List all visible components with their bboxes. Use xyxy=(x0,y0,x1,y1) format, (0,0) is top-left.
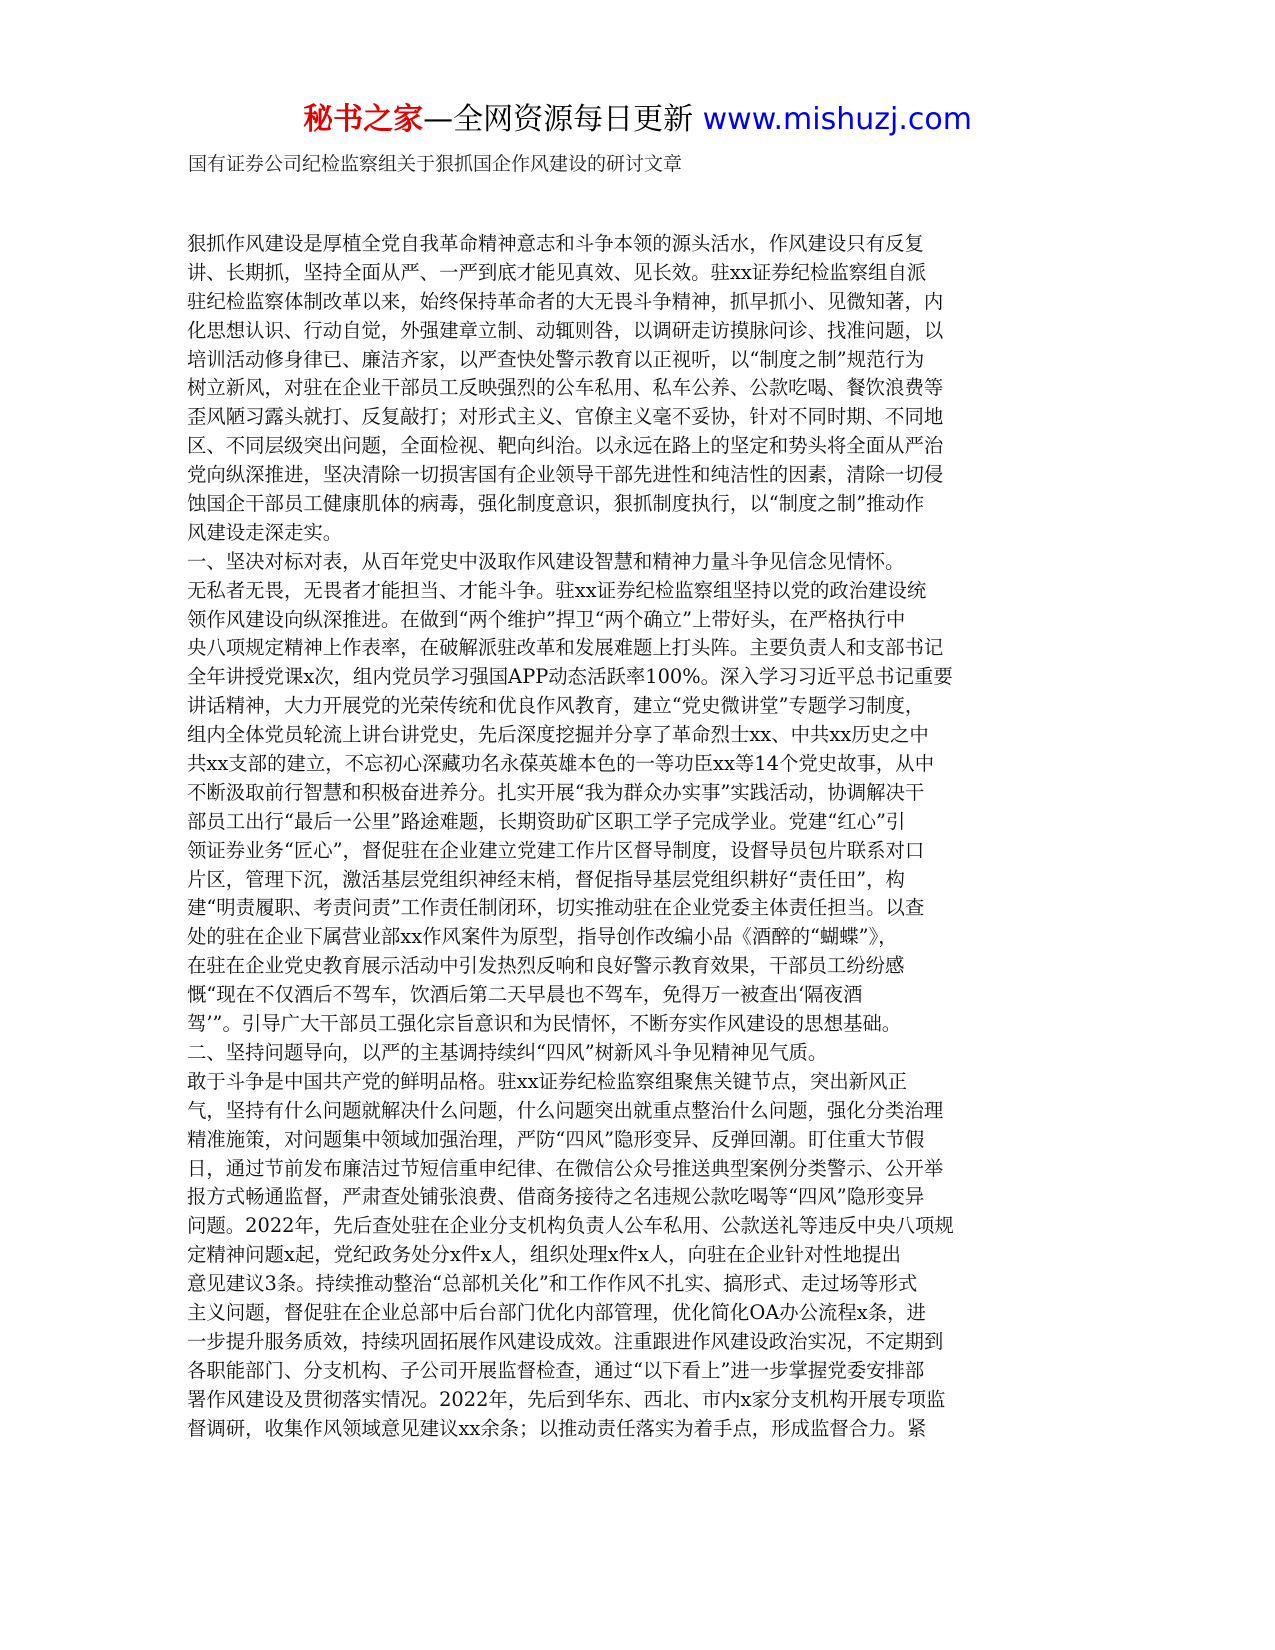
text-line: 定精神问题x起，党纪政务处分x件x人，组织处理x件x人，向驻在企业针对性地提出 xyxy=(187,1243,901,1267)
text-line: 区、不同层级突出问题，全面检视、靶向纠治。以永远在路上的坚定和势头将全面从严治 xyxy=(187,434,944,458)
text-line: 无私者无畏，无畏者才能担当、才能斗争。驻xx证券纪检监察组坚持以党的政治建设统 xyxy=(187,578,927,602)
text-line: 署作风建设及贯彻落实情况。2022年，先后到华东、西北、市内x家分支机构开展专项监 xyxy=(187,1387,946,1411)
text-line: 督调研，收集作风领域意见建议xx余条；以推动责任落实为着手点，形成监督合力。紧 xyxy=(187,1416,927,1440)
text-line: 培训活动修身律已、廉洁齐家，以严查快处警示教育以正视听，以“制度之制”规范行为 xyxy=(187,347,925,371)
text-line: 敢于斗争是中国共产党的鲜明品格。驻xx证券纪检监察组聚焦关键节点，突出新风正 xyxy=(187,1069,907,1093)
text-line: 处的驻在企业下属营业部xx作风案件为原型，指导创作改编小品《酒醉的“蝴蝶”》， xyxy=(187,925,898,949)
text-line: 领证券业务“匠心”，督促驻在企业建立党建工作片区督导制度，设督导员包片联系对口 xyxy=(187,838,925,862)
banner-tagline: —全网资源每日更新 xyxy=(423,102,703,137)
banner-brand: 秘书之家 xyxy=(303,102,424,137)
text-line: 各职能部门、分支机构、子公司开展监督检查，通过“以下看上”进一步掌握党委安排部 xyxy=(187,1358,925,1382)
text-line: 部员工出行“最后一公里”路途难题，长期资助矿区职工学子完成学业。党建“红心”引 xyxy=(187,809,906,833)
text-line: 报方式畅通监督，严肃查处铺张浪费、借商务接待之名违规公款吃喝等“四风”隐形变异 xyxy=(187,1185,925,1209)
text-line: 气，坚持有什么问题就解决什么问题，什么问题突出就重点整治什么问题，强化分类治理 xyxy=(187,1098,944,1122)
text-line: 慨“现在不仅酒后不驾车，饮酒后第二天早晨也不驾车，免得万一被查出‘隔夜酒 xyxy=(187,983,863,1007)
text-line: 风建设走深走实。 xyxy=(187,520,343,544)
text-line: 建“明责履职、考责问责”工作责任制闭环，切实推动驻在企业党委主体责任担当。以查 xyxy=(187,896,925,920)
text-line: 歪风陋习露头就打、反复敲打；对形式主义、官僚主义毫不妥协，针对不同时期、不同地 xyxy=(187,405,944,429)
text-line: 日，通过节前发布廉洁过节短信重申纪律、在微信公众号推送典型案例分类警示、公开举 xyxy=(187,1156,944,1180)
text-line: 树立新风，对驻在企业干部员工反映强烈的公车私用、私车公养、公款吃喝、餐饮浪费等 xyxy=(187,376,944,400)
document-body xyxy=(187,230,1077,1443)
banner-url-link[interactable]: www.mishuzj.com xyxy=(702,102,972,137)
text-line: 讲话精神，大力开展党的光荣传统和优良作风教育，建立“党史微讲堂”专题学习制度， xyxy=(187,694,925,718)
text-line: 党向纵深推进，坚决清除一切损害国有企业领导干部先进性和纯洁性的因素，清除一切侵 xyxy=(187,463,944,487)
text-line: 组内全体党员轮流上讲台讲党史，先后深度挖掘并分享了革命烈士xx、中共xx历史之中 xyxy=(187,723,929,747)
text-line: 蚀国企干部员工健康肌体的病毒，强化制度意识，狠抓制度执行，以“制度之制”推动作 xyxy=(187,492,925,516)
text-line: 共xx支部的建立，不忘初心深藏功名永葆英雄本色的一等功臣xx等14个党史故事，从中 xyxy=(187,752,935,776)
text-line: 问题。2022年，先后查处驻在企业分支机构负责人公车私用、公款送礼等违反中央八项规 xyxy=(187,1214,954,1238)
text-line: 不断汲取前行智慧和积极奋进养分。扎实开展“我为群众办实事”实践活动，协调解决干 xyxy=(187,780,925,804)
text-line: 一步提升服务质效，持续巩固拓展作风建设成效。注重跟进作风建设政治实况，不定期到 xyxy=(187,1329,944,1353)
text-line: 全年讲授党课x次，组内党员学习强国APP动态活跃率100%。深入学习习近平总书记重要 xyxy=(187,665,953,689)
text-line: 狠抓作风建设是厚植全党自我革命精神意志和斗争本领的源头活水，作风建设只有反复 xyxy=(187,232,924,255)
text-line: 二、坚持问题导向，以严的主基调持续纠“四风”树新风斗争见精神见气质。 xyxy=(187,1040,828,1064)
text-line: 一、坚决对标对表，从百年党史中汲取作风建设智慧和精神力量斗争见信念见情怀。 xyxy=(187,549,905,573)
text-line: 化思想认识、行动自觉，外强建章立制、动辄则咎，以调研走访摸脉问诊、找准问题，以 xyxy=(187,318,944,342)
text-line: 领作风建设向纵深推进。在做到“两个维护”捍卫“两个确立”上带好头，在严格执行中 xyxy=(187,607,906,631)
document-title: 国有证券公司纪检监察组关于狠抓国企作风建设的研讨文章 xyxy=(188,153,683,175)
text-line: 驾’”。引导广大干部员工强化宗旨意识和为民情怀，不断夯实作风建设的思想基础。 xyxy=(187,1012,902,1036)
text-line: 主义问题，督促驻在企业总部中后台部门优化内部管理，优化简化OA办公流程x条，进 xyxy=(187,1300,926,1324)
text-line: 意见建议3条。持续推动整治“总部机关化”和工作作风不扎实、搞形式、走过场等形式 xyxy=(187,1272,918,1296)
site-banner xyxy=(0,100,1275,140)
text-line: 讲、长期抓，坚持全面从严、一严到底才能见真效、见长效。驻xx证券纪检监察组自派 xyxy=(187,260,927,284)
text-line: 央八项规定精神上作表率，在破解派驻改革和发展难题上打头阵。主要负责人和支部书记 xyxy=(187,636,944,660)
text-line: 在驻在企业党史教育展示活动中引发热烈反响和良好警示教育效果，干部员工纷纷感 xyxy=(187,954,905,978)
text-line: 驻纪检监察体制改革以来，始终保持革命者的大无畏斗争精神，抓早抓小、见微知著，内 xyxy=(187,289,944,313)
text-line: 精准施策，对问题集中领域加强治理，严防“四风”隐形变异、反弹回潮。盯住重大节假 xyxy=(187,1127,925,1151)
text-line: 片区，管理下沉，激活基层党组织神经末梢，督促指导基层党组织耕好“责任田”，构 xyxy=(187,867,905,891)
